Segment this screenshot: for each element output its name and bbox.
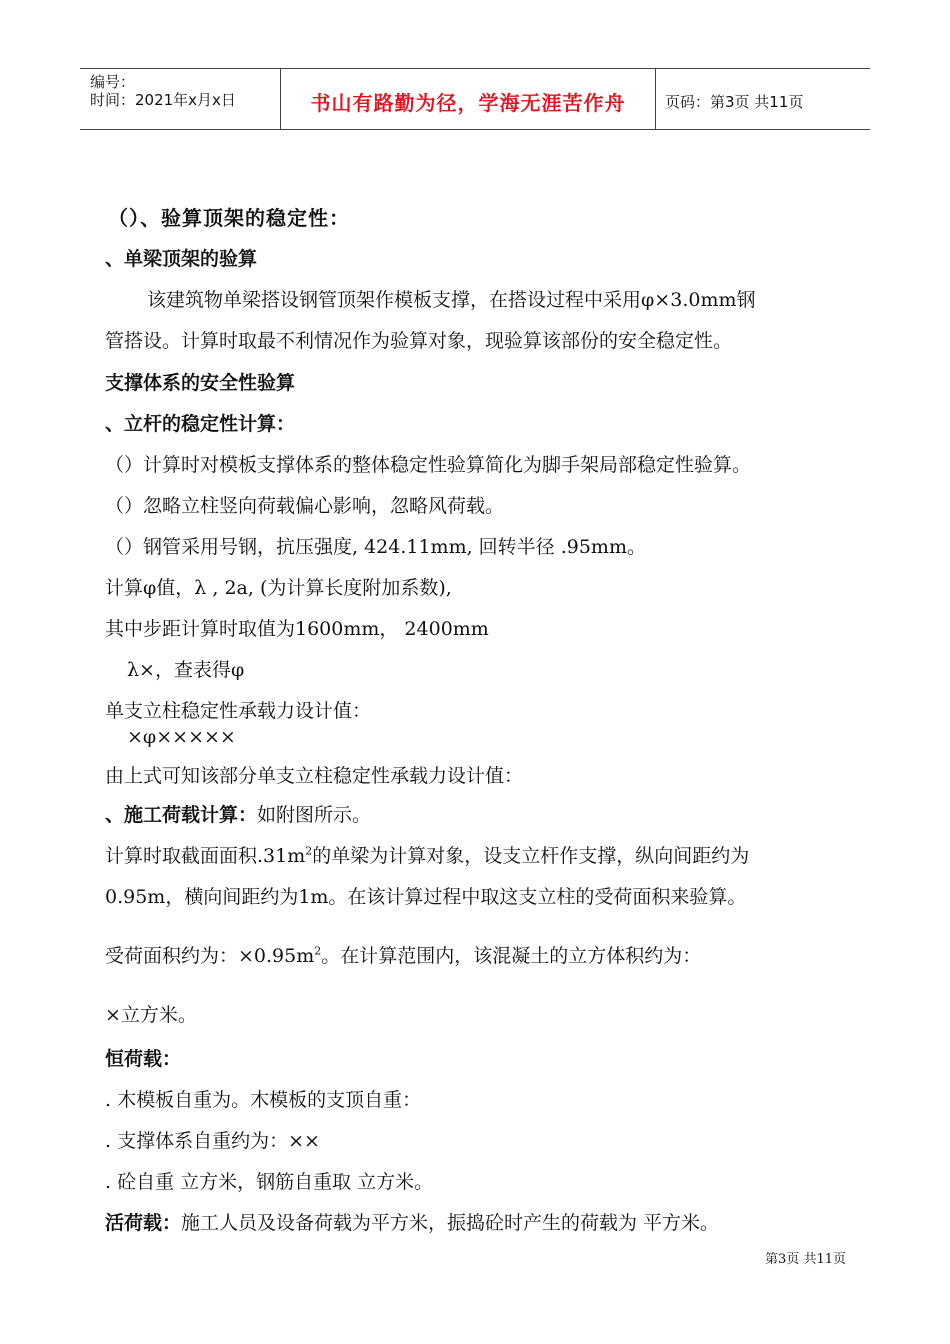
paragraph-line: 其中步距计算时取值为1600mm， 2400mm (105, 618, 489, 640)
inline-heading: 、施工荷载计算： (105, 804, 258, 826)
paragraph-line (105, 800, 371, 827)
formula-line: λ×，查表得φ (127, 659, 245, 681)
header-info-cell (80, 69, 280, 129)
inline-text: 计算时取截面面积.31m (105, 845, 306, 867)
inline-text: 。在计算范围内，该混凝土的立方体积约为： (321, 945, 702, 967)
paragraph-line (105, 841, 749, 868)
paragraph-line: （）忽略立柱竖向荷载偏心影响，忽略风荷载。 (105, 495, 505, 517)
formula-line: ×φ××××× (127, 726, 236, 748)
inline-text: 的单梁为计算对象，设支立杆作支撑，纵向间距约为 (312, 845, 750, 867)
superscript: 2 (314, 944, 322, 958)
paragraph-line (105, 941, 701, 968)
header-page-cell (655, 69, 870, 129)
inline-text: 施工人员及设备荷载为平方米，振捣砼时产生的荷载为 平方米。 (181, 1212, 720, 1234)
paragraph-line: 0.95m，横向间距约为1m。在该计算过程中取这支立柱的受荷面积来验算。 (105, 886, 747, 908)
paragraph-line: 计算φ值，λ , 2a, (为计算长度附加系数), (105, 577, 452, 599)
subsection-heading: 、立杆的稳定性计算： (105, 413, 296, 435)
paragraph-line: 单支立柱稳定性承载力设计值： (105, 700, 372, 722)
inline-heading: 活荷载： (105, 1212, 182, 1234)
inline-text: 如附图所示。 (257, 804, 372, 826)
subsection-heading: 、单梁顶架的验算 (105, 248, 258, 270)
subsection-heading: 支撑体系的安全性验算 (105, 372, 296, 394)
paragraph-line: （）钢管采用号钢，抗压强度, 424.11mm, 回转半径 .95mm。 (105, 536, 646, 558)
subsection-heading: 恒荷载： (105, 1048, 182, 1070)
header-page-number: 页码：第3页 共11页 (665, 93, 804, 111)
paragraph-line (105, 1208, 719, 1235)
section-title: （）、验算顶架的稳定性： (108, 206, 350, 230)
page-header (80, 68, 870, 130)
paragraph-line: . 支撑体系自重约为：×× (105, 1130, 320, 1152)
footer-page-number: 第3页 共11页 (765, 1252, 846, 1267)
paragraph-line: 管搭设。计算时取最不利情况作为验算对象，现验算该部份的安全稳定性。 (105, 330, 733, 352)
motto: 书山有路勤为径，学海无涯苦作舟 (310, 91, 626, 115)
paragraph-line: 由上式可知该部分单支立柱稳定性承载力设计值： (105, 765, 524, 787)
superscript: 2 (305, 844, 313, 858)
paragraph-line: ×立方米。 (105, 1004, 197, 1026)
paragraph-line: . 砼自重 立方米，钢筋自重取 立方米。 (105, 1171, 434, 1193)
header-motto-cell (280, 69, 656, 129)
paragraph-line: （）计算时对模板支撑体系的整体稳定性验算简化为脚手架局部稳定性验算。 (105, 454, 752, 476)
date-label: 时间：2021年x月x日 (90, 91, 236, 109)
inline-text: 受荷面积约为：×0.95m (105, 945, 315, 967)
paragraph-line: 该建筑物单梁搭设钢管顶架作模板支撑，在搭设过程中采用φ×3.0mm钢 (147, 289, 756, 311)
paragraph-line: . 木模板自重为。木模板的支顶自重： (105, 1089, 422, 1111)
serial-label: 编号： (90, 73, 136, 91)
